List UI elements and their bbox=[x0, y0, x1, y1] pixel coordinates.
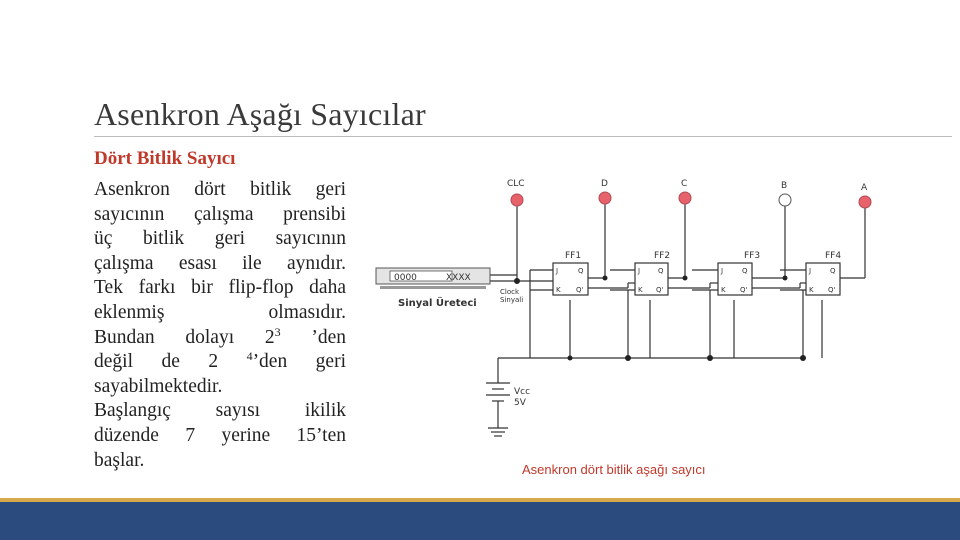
body-paragraph bbox=[94, 178, 346, 473]
signal-generator bbox=[376, 268, 490, 309]
body-line: sayıcının çalışma prensibi bbox=[94, 203, 346, 225]
pin-k: K bbox=[809, 286, 814, 294]
body-line: başlar. bbox=[94, 449, 145, 471]
vcc-label: 5V bbox=[514, 398, 526, 408]
counter-circuit-diagram bbox=[370, 170, 890, 450]
pin-j: J bbox=[809, 267, 812, 275]
probe-label: B bbox=[781, 181, 788, 191]
body-line: Başlangıç sayısı ikilik bbox=[94, 400, 346, 422]
flipflop-label: FF1 bbox=[565, 251, 582, 261]
pin-k: K bbox=[638, 286, 643, 294]
superscript: 4 bbox=[246, 349, 253, 364]
text-run: Bundan dolayı 2 bbox=[94, 326, 275, 348]
probe-b bbox=[779, 194, 791, 206]
body-line: eklenmiş olmasıdır. bbox=[94, 301, 346, 323]
wires bbox=[485, 198, 865, 436]
page-title: Asenkron Aşağı Sayıcılar bbox=[94, 96, 426, 132]
flipflop-ff4 bbox=[806, 251, 841, 295]
body-line: Asenkron dört bitlik geri bbox=[94, 179, 346, 200]
clock-label: Sinyali bbox=[500, 296, 524, 304]
pin-qn: Q' bbox=[576, 286, 584, 294]
flipflop-label: FF3 bbox=[744, 251, 761, 261]
body-line bbox=[94, 326, 346, 351]
pin-j: J bbox=[721, 267, 724, 275]
pin-j: J bbox=[556, 267, 559, 275]
body-line: Tek farkı bir flip-flop daha bbox=[94, 277, 346, 299]
pin-q: Q bbox=[578, 267, 584, 275]
figure-caption: Asenkron dört bitlik aşağı sayıcı bbox=[522, 462, 706, 477]
body-line: düzende 7 yerine 15’ten bbox=[94, 424, 346, 446]
pin-k: K bbox=[556, 286, 561, 294]
pin-qn: Q' bbox=[828, 286, 836, 294]
section-subtitle: Dört Bitlik Sayıcı bbox=[94, 148, 236, 169]
probe-label: CLC bbox=[507, 179, 525, 189]
probe-label: C bbox=[681, 179, 688, 189]
probe-d bbox=[599, 192, 611, 204]
text-run: ’den geri bbox=[252, 351, 346, 373]
flipflop-ff2 bbox=[635, 251, 670, 295]
pin-qn: Q' bbox=[740, 286, 748, 294]
body-line: üç bitlik geri sayıcının bbox=[94, 228, 346, 250]
pin-q: Q bbox=[830, 267, 836, 275]
clock-label: Clock bbox=[500, 288, 520, 296]
pin-qn: Q' bbox=[656, 286, 664, 294]
title-divider bbox=[94, 136, 952, 137]
pin-k: K bbox=[721, 286, 726, 294]
probe-label: D bbox=[601, 179, 608, 189]
body-line bbox=[94, 350, 346, 375]
footer-band bbox=[0, 502, 960, 540]
probe-clc bbox=[511, 194, 523, 206]
body-line: sayabilmektedir. bbox=[94, 375, 223, 397]
text-run: ’den bbox=[280, 326, 347, 348]
generator-label: Sinyal Üreteci bbox=[398, 298, 477, 309]
pin-j: J bbox=[638, 267, 641, 275]
pin-q: Q bbox=[742, 267, 748, 275]
pin-q: Q bbox=[658, 267, 664, 275]
generator-display-left: 0000 bbox=[394, 273, 417, 283]
vcc-label: Vcc bbox=[514, 387, 531, 397]
superscript: 3 bbox=[274, 324, 281, 339]
flipflop-ff1 bbox=[553, 251, 588, 295]
text-run: değil de 2 bbox=[94, 351, 247, 373]
flipflop-label: FF2 bbox=[654, 251, 671, 261]
generator-display-right: XXXX bbox=[446, 273, 471, 283]
probe-a bbox=[859, 196, 871, 208]
body-line: çalışma esası ile aynıdır. bbox=[94, 252, 346, 274]
flipflop-label: FF4 bbox=[825, 251, 842, 261]
probe-label: A bbox=[861, 183, 868, 193]
probe-c bbox=[679, 192, 691, 204]
